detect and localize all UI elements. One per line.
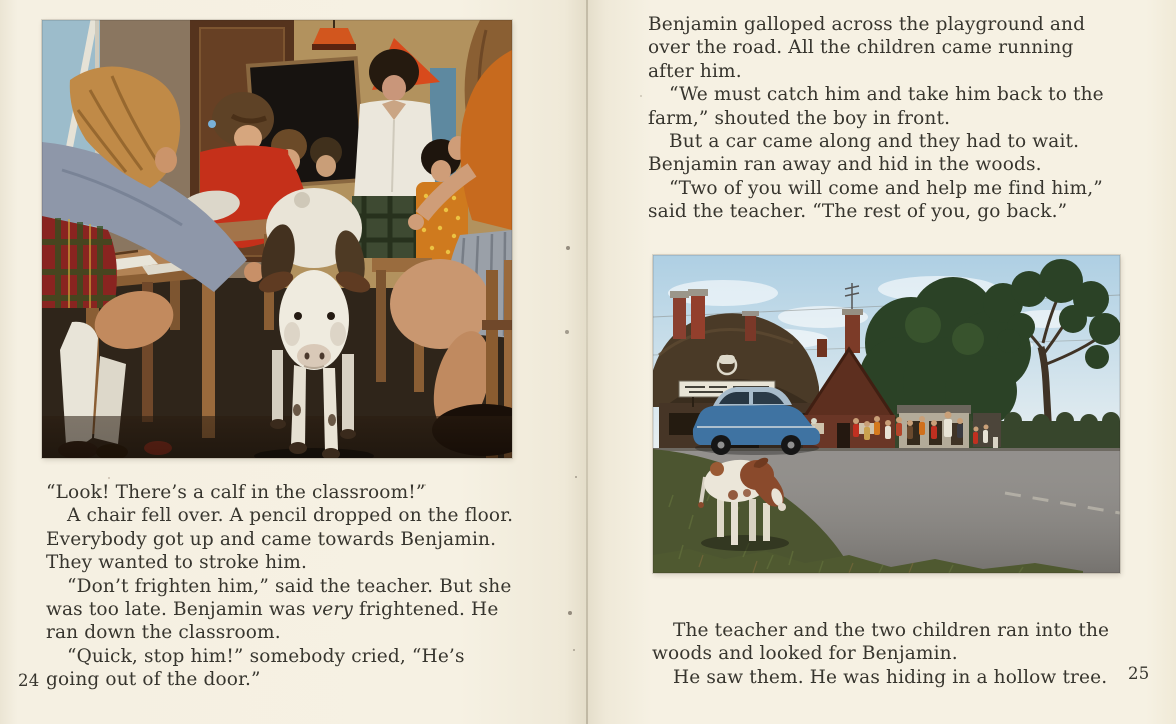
text-line: “Don’t frighten him,” said the teacher. But she	[67, 575, 512, 597]
gutter-shadow	[586, 0, 588, 724]
text-line: over the road. All the children came running	[648, 37, 1074, 59]
right-page-text-bottom	[652, 619, 1109, 689]
text-line: “We must catch him and take him back to the	[669, 84, 1104, 106]
text-line: A chair fell over. A pencil dropped on the floor.	[67, 505, 514, 527]
text-line: going out of the door.”	[46, 669, 261, 691]
text-line: Benjamin galloped across the playground and	[648, 14, 1086, 35]
roadside-photo	[653, 255, 1120, 573]
text-line: after him.	[648, 60, 742, 82]
text-line: said the teacher. “The rest of you, go back.”	[648, 201, 1068, 223]
text-line: But a car came along and they had to wait.	[669, 131, 1080, 153]
text-line: He saw them. He was hiding in a hollow tree.	[673, 666, 1108, 688]
text-line: farm,” shouted the boy in front.	[648, 107, 951, 129]
text-line: “Two of you will come and help me find him,”	[669, 177, 1103, 199]
text-line: woods and looked for Benjamin.	[652, 643, 958, 665]
text-span: frightened. He	[353, 599, 499, 621]
classroom-photo-illustration	[42, 20, 512, 458]
roadside-photo-illustration	[653, 255, 1120, 573]
text-line: Benjamin ran away and hid in the woods.	[648, 154, 1042, 176]
classroom-photo	[42, 20, 512, 458]
right-page-text-top	[648, 13, 1104, 224]
text-line: “Look! There’s a calf in the classroom!”	[46, 482, 426, 503]
left-page-text	[46, 481, 513, 692]
text-span: was too late. Benjamin was	[46, 599, 312, 621]
emphasized-word: very	[311, 599, 353, 621]
text-line	[46, 598, 513, 621]
text-line: “Quick, stop him!” somebody cried, “He’s	[67, 645, 465, 667]
page-number-right: 25	[1128, 664, 1150, 683]
text-line: The teacher and the two children ran into the	[673, 620, 1110, 641]
text-line: ran down the classroom.	[46, 622, 281, 644]
dust-specks	[0, 0, 2, 2]
page-number-left: 24	[18, 671, 40, 690]
text-line: They wanted to stroke him.	[46, 552, 307, 574]
text-line: Everybody got up and came towards Benjamin.	[46, 528, 497, 550]
